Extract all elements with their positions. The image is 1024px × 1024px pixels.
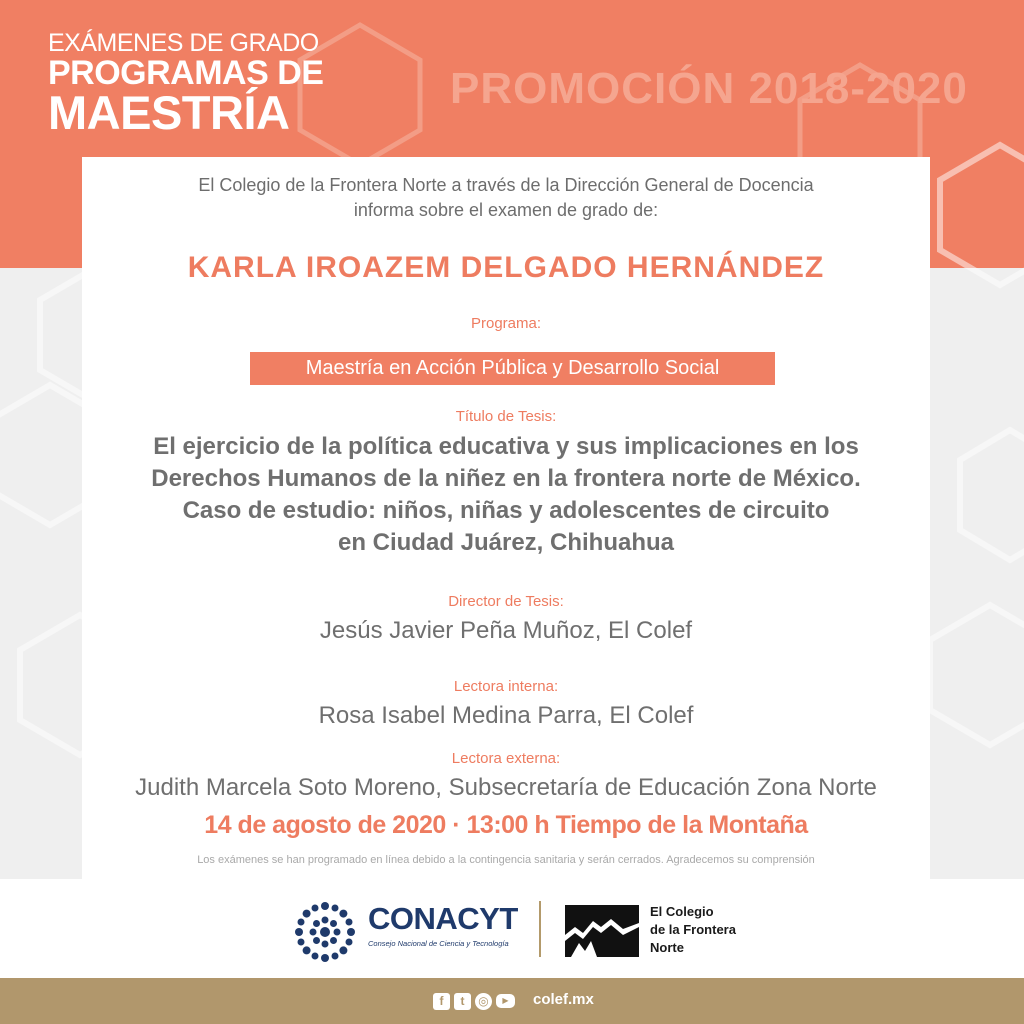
external-reader-label: Lectora externa:	[451, 750, 561, 767]
youtube-icon[interactable]: ▶	[496, 994, 515, 1008]
logo-band	[0, 879, 1024, 978]
footer-bar	[0, 978, 1024, 1024]
student-name: KARLA IROAZEM DELGADO HERNÁNDEZ	[187, 251, 825, 284]
program-value: Maestría en Acción Pública y Desarrollo Social	[250, 352, 775, 385]
intro-line-1: El Colegio de la Frontera Norte a través de la Dirección General de Docencia	[198, 175, 814, 195]
colef-name-line: El Colegio	[650, 904, 714, 919]
intro-line-2: informa sobre el examen de grado de:	[353, 200, 659, 220]
facebook-icon[interactable]: f	[433, 993, 450, 1010]
twitter-icon[interactable]: t	[454, 993, 471, 1010]
internal-reader-label: Lectora interna:	[453, 678, 559, 695]
thesis-line: El ejercicio de la política educativa y sus implicaciones en los	[153, 433, 859, 460]
logo-divider	[539, 901, 541, 957]
social-icons	[433, 992, 515, 1010]
online-exam-note: Los exámenes se han programado en línea debido a la contingencia sanitaria y serán cerrados. Agradecemos su comprensión	[197, 854, 815, 866]
external-reader-name: Judith Marcela Soto Moreno, Subsecretaría de Educación Zona Norte	[135, 774, 877, 801]
header-line-masters: MAESTRÍA	[48, 86, 290, 139]
conacyt-subtitle: Consejo Nacional de Ciencia y Tecnología	[368, 939, 509, 948]
intro-text	[82, 173, 930, 223]
colef-name-line: de la Frontera	[650, 922, 736, 937]
director-label: Director de Tesis:	[448, 593, 564, 610]
thesis-line: en Ciudad Juárez, Chihuahua	[337, 529, 675, 556]
thesis-label: Título de Tesis:	[455, 408, 557, 425]
colef-name-line: Norte	[650, 940, 684, 955]
program-label: Programa:	[470, 315, 542, 332]
director-name: Jesús Javier Peña Muñoz, El Colef	[319, 617, 693, 644]
thesis-title	[82, 431, 930, 559]
exam-header-titles	[48, 29, 324, 139]
exam-date: 14 de agosto de 2020 · 13:00 h Tiempo de la Montaña	[204, 811, 808, 839]
colef-name	[650, 903, 736, 957]
conacyt-name: CONACYT	[368, 901, 518, 936]
header-line-exams: EXÁMENES DE GRADO	[48, 29, 319, 57]
thesis-line: Derechos Humanos de la niñez en la frontera norte de México.	[151, 465, 861, 492]
instagram-icon[interactable]: ◎	[475, 993, 492, 1010]
internal-reader-name: Rosa Isabel Medina Parra, El Colef	[318, 702, 694, 729]
conacyt-logo-icon	[290, 897, 360, 967]
header-line-programs: PROGRAMAS DE	[48, 54, 324, 92]
website-link[interactable]: colef.mx	[533, 991, 594, 1008]
promotion-title: PROMOCIÓN 2018-2020	[450, 64, 968, 113]
colef-logo-icon	[565, 905, 639, 957]
thesis-line: Caso de estudio: niños, niñas y adolescentes de circuito	[182, 497, 830, 524]
announcement-card	[82, 157, 930, 879]
